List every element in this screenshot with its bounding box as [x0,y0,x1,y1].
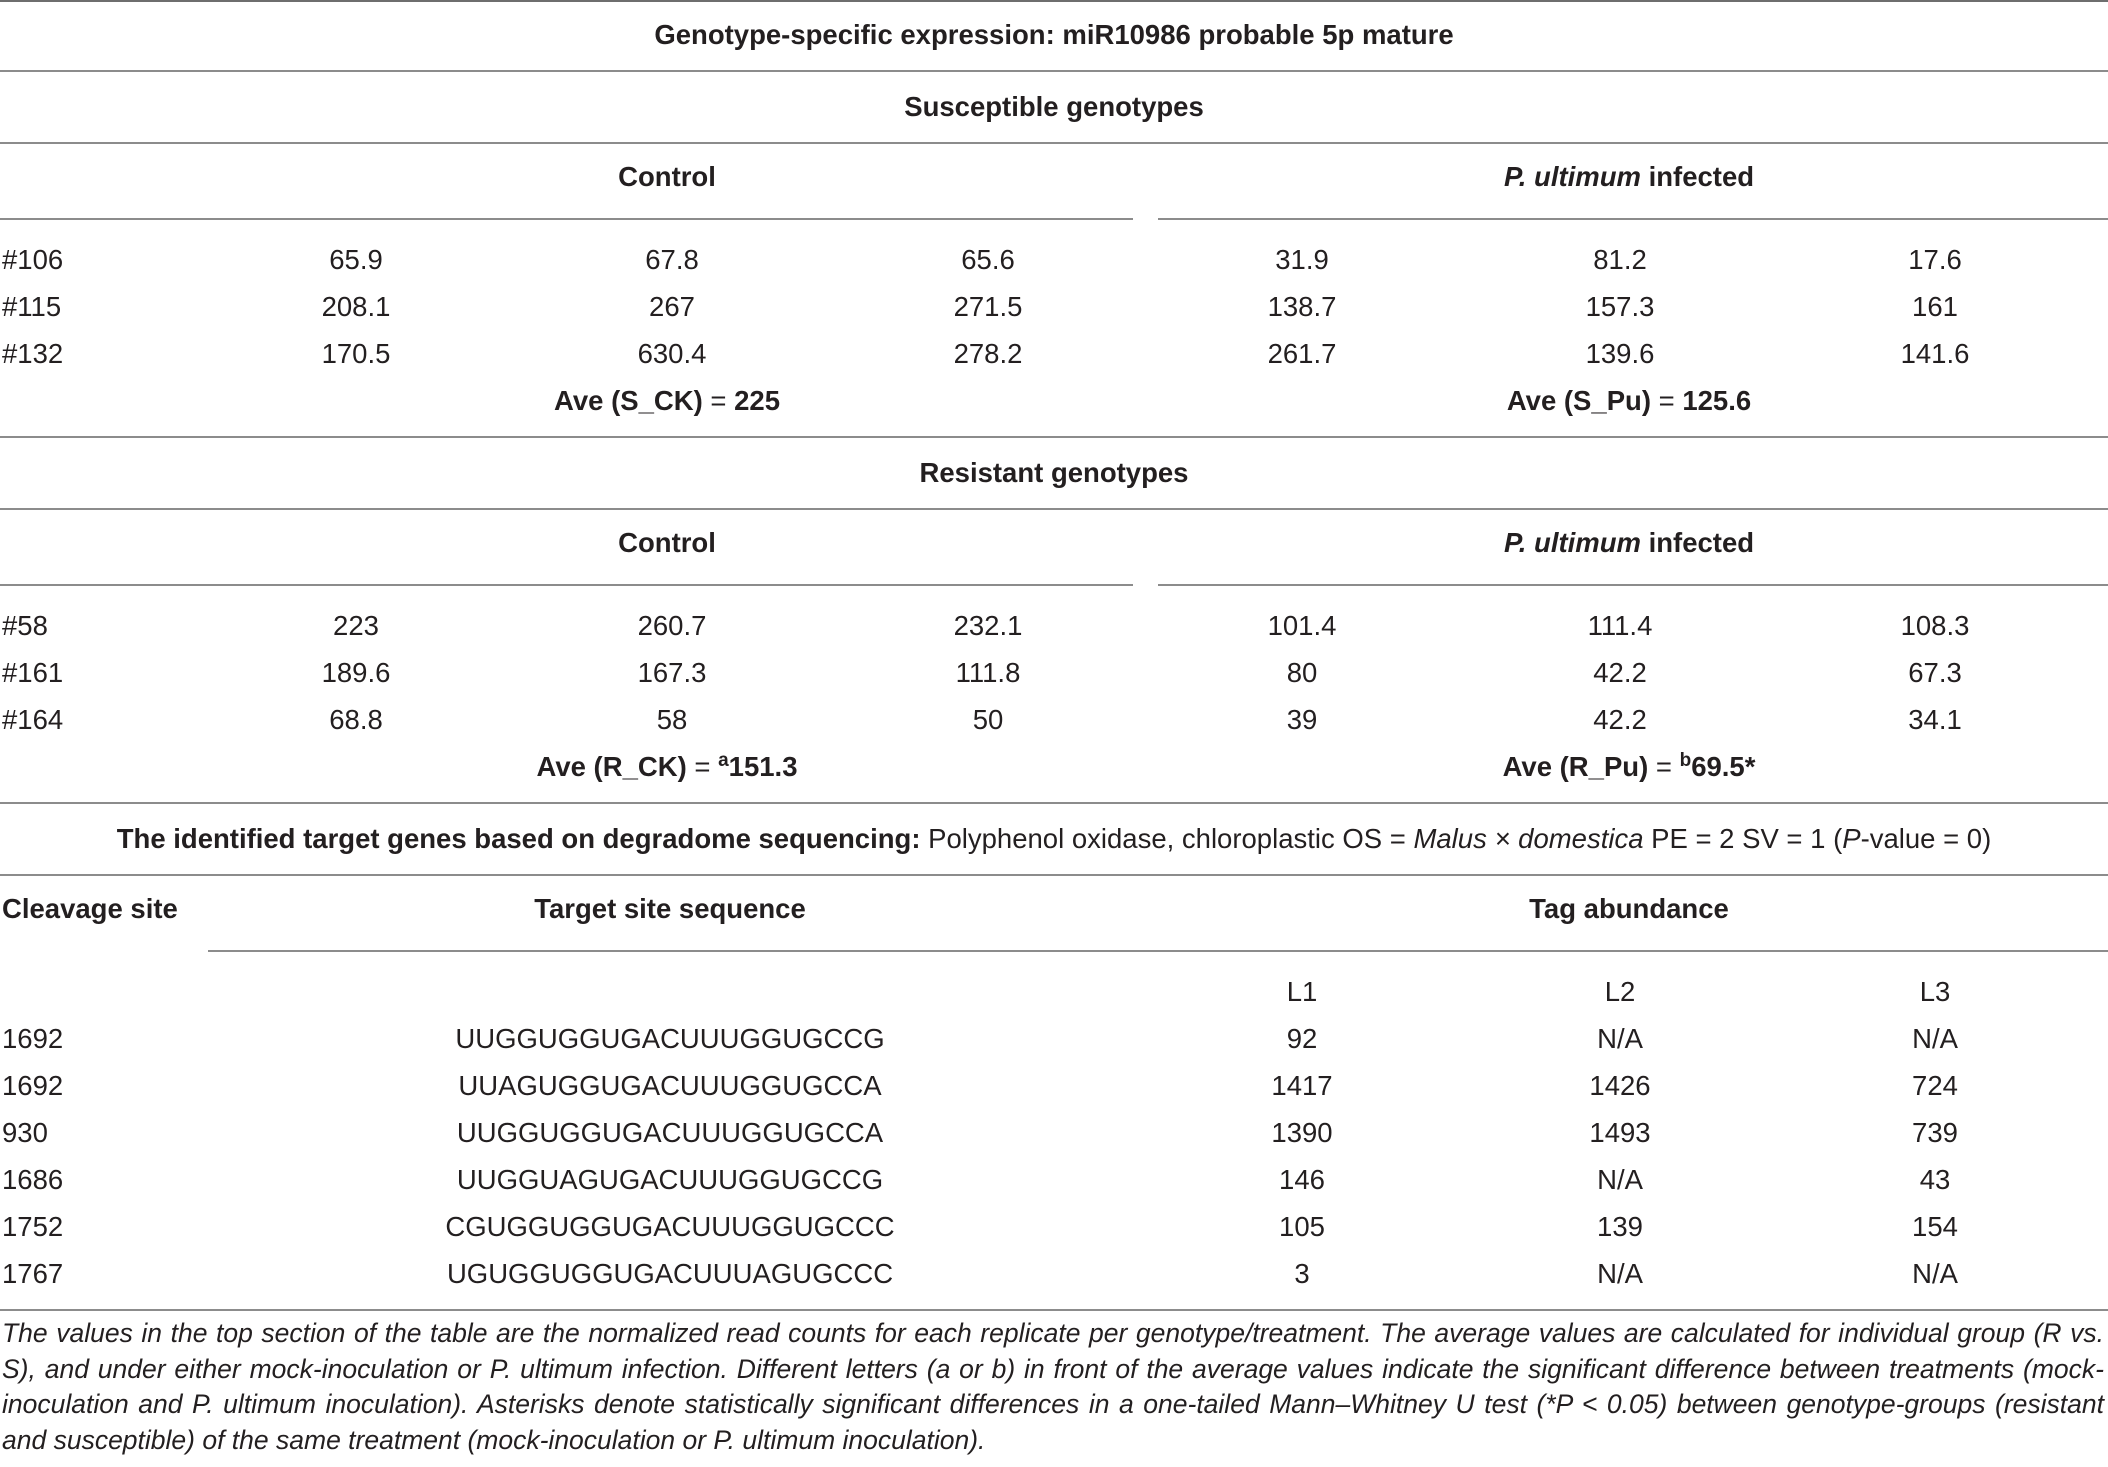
target-heading-text: PE = 2 SV = 1 ( [1643,823,1843,854]
rule [0,218,1133,220]
susceptible-control-average [554,385,780,417]
avg-label: Ave (S_CK) [554,385,703,416]
target-sequence: UUGGUAGUGACUUUGGUGCCG [456,1164,884,1195]
cleavage-site: 1767 [2,1258,64,1289]
target-heading-text: -value = 0) [1860,823,1992,854]
infected-value: 67.3 [1908,657,1962,688]
infected-value: 261.7 [1267,338,1337,369]
tag-count: N/A [1597,1023,1643,1054]
resistant-infected-average [1503,751,1756,783]
tag-count: 105 [1279,1211,1325,1242]
target-sequence: UGUGGUGGUGACUUUAGUGCCC [446,1258,894,1289]
control-value: 65.9 [329,244,383,275]
cleavage-site: 930 [2,1117,48,1148]
infected-value: 157.3 [1585,291,1655,322]
rule [0,802,2108,804]
cleavage-site: 1692 [2,1070,64,1101]
tag-count: 1493 [1589,1117,1651,1148]
significance-letter: b [1679,749,1692,771]
cleavage-site: 1752 [2,1211,64,1242]
genotype-id: #115 [2,291,62,322]
top-rule [0,0,2108,2]
tag-count: 1417 [1271,1070,1333,1101]
infected-value: 139.6 [1585,338,1655,369]
control-value: 630.4 [637,338,707,369]
infected-value: 108.3 [1900,610,1970,641]
avg-label: Ave (R_Pu) [1502,751,1649,782]
susceptible-heading: Susceptible genotypes [904,91,1204,122]
genotype-id: #132 [2,338,64,369]
target-sequence: UUGGUGGUGACUUUGGUGCCG [455,1023,885,1054]
library-header: L3 [1919,976,1951,1007]
tag-count: N/A [1597,1258,1643,1289]
cleavage-site-header: Cleavage site [2,893,178,924]
avg-value: 125.6 [1682,385,1752,416]
genotype-id: #106 [2,244,64,275]
avg-value: 225 [734,385,780,416]
susceptible-infected-header [1504,161,1754,193]
table-title: Genotype-specific expression: miR10986 probable 5p mature [654,19,1454,50]
library-header: L2 [1604,976,1636,1007]
control-value: 271.5 [953,291,1023,322]
resistant-control-header: Control [618,527,716,558]
tag-count: 43 [1919,1164,1951,1195]
control-value: 167.3 [637,657,707,688]
tag-count: 724 [1912,1070,1958,1101]
resistant-control-average [536,751,797,783]
tag-abundance-header: Tag abundance [1529,893,1729,924]
rule [0,508,2108,510]
table-footnote: The values in the top section of the table are the normalized read counts for each replicate per genotype/treatment. The average values are calculated for individual group (R vs. S), and under either mock-inoculation or P. ultimum infection. Different letters (a or b) in front of the average values indicate the significant difference between treatments (mock-inoculation and P. ultimum inoculation). Asterisks denote statistically significant differences in a one-tailed Mann–Whitney U test (*P < 0.05) between genotype-groups (resistant and susceptible) of the same treatment (mock-inoculation or P. ultimum inoculation). [2,1318,2104,1455]
infected-value: 39 [1286,704,1318,735]
control-value: 208.1 [321,291,391,322]
significance-letter: a [718,749,729,771]
rule [0,142,2108,144]
target-sequence: UUAGUGGUGACUUUGGUGCCA [458,1070,882,1101]
control-value: 67.8 [645,244,699,275]
avg-label: Ave (S_Pu) [1506,385,1651,416]
infected-value: 42.2 [1593,657,1647,688]
resistant-heading: Resistant genotypes [919,457,1189,488]
tag-count: 92 [1286,1023,1318,1054]
p-symbol: P [1842,823,1861,854]
infected-value: 34.1 [1908,704,1962,735]
susceptible-control-header: Control [618,161,716,192]
control-value: 278.2 [953,338,1023,369]
genotype-id: #164 [2,704,64,735]
pathogen-name: P. ultimum [1503,527,1641,558]
control-value: 267 [649,291,695,322]
control-value: 65.6 [961,244,1015,275]
infected-value: 31.9 [1275,244,1329,275]
control-value: 232.1 [953,610,1023,641]
genotype-id: #58 [2,610,48,641]
control-value: 189.6 [321,657,391,688]
target-sequence: UUGGUGGUGACUUUGGUGCCA [456,1117,884,1148]
control-value: 111.8 [955,657,1021,688]
equals-sign: = [686,751,719,782]
cleavage-site: 1686 [2,1164,64,1195]
rule [0,70,2108,72]
control-value: 223 [333,610,379,641]
cleavage-site: 1692 [2,1023,64,1054]
rule [949,950,2108,952]
control-value: 170.5 [321,338,391,369]
target-heading-text: Polyphenol oxidase, chloroplastic OS = [920,823,1414,854]
tag-count: 1390 [1271,1117,1333,1148]
tag-count: N/A [1912,1258,1958,1289]
infected-value: 42.2 [1593,704,1647,735]
library-header: L1 [1286,976,1318,1007]
target-genes-heading [117,823,1992,855]
genotype-id: #161 [2,657,64,688]
tag-count: 3 [1294,1258,1310,1289]
infected-suffix: infected [1640,527,1755,558]
resistant-infected-header [1504,527,1754,559]
infected-value: 111.4 [1587,610,1653,641]
tag-count: 139 [1597,1211,1643,1242]
rule [0,584,1133,586]
control-value: 68.8 [329,704,383,735]
susceptible-infected-average [1507,385,1751,417]
rule [1158,218,2108,220]
tag-count: 146 [1279,1164,1325,1195]
avg-value: 151.3 [728,751,798,782]
infected-value: 81.2 [1593,244,1647,275]
control-value: 260.7 [637,610,707,641]
avg-label: Ave (R_CK) [536,751,687,782]
rule [0,874,2108,876]
target-sequence: CGUGGUGGUGACUUUGGUGCCC [445,1211,895,1242]
infected-value: 138.7 [1267,291,1337,322]
equals-sign: = [1648,751,1680,782]
infected-value: 101.4 [1267,610,1337,641]
avg-value: 69.5* [1691,751,1756,782]
equals-sign: = [702,385,735,416]
pathogen-name: P. ultimum [1503,161,1641,192]
control-value: 50 [972,704,1004,735]
target-heading-bold: The identified target genes based on degradome sequencing: [116,823,921,854]
tag-count: 1426 [1589,1070,1651,1101]
species-name: Malus × domestica [1413,823,1644,854]
rule [0,1309,2108,1311]
tag-count: 739 [1912,1117,1958,1148]
tag-count: N/A [1597,1164,1643,1195]
rule [1158,584,2108,586]
rule [0,436,2108,438]
infected-value: 80 [1286,657,1318,688]
tag-count: 154 [1912,1211,1958,1242]
infected-value: 161 [1912,291,1958,322]
infected-suffix: infected [1640,161,1755,192]
infected-value: 17.6 [1908,244,1962,275]
tag-count: N/A [1912,1023,1958,1054]
equals-sign: = [1651,385,1683,416]
control-value: 58 [656,704,688,735]
target-sequence-header: Target site sequence [534,893,806,924]
infected-value: 141.6 [1900,338,1970,369]
